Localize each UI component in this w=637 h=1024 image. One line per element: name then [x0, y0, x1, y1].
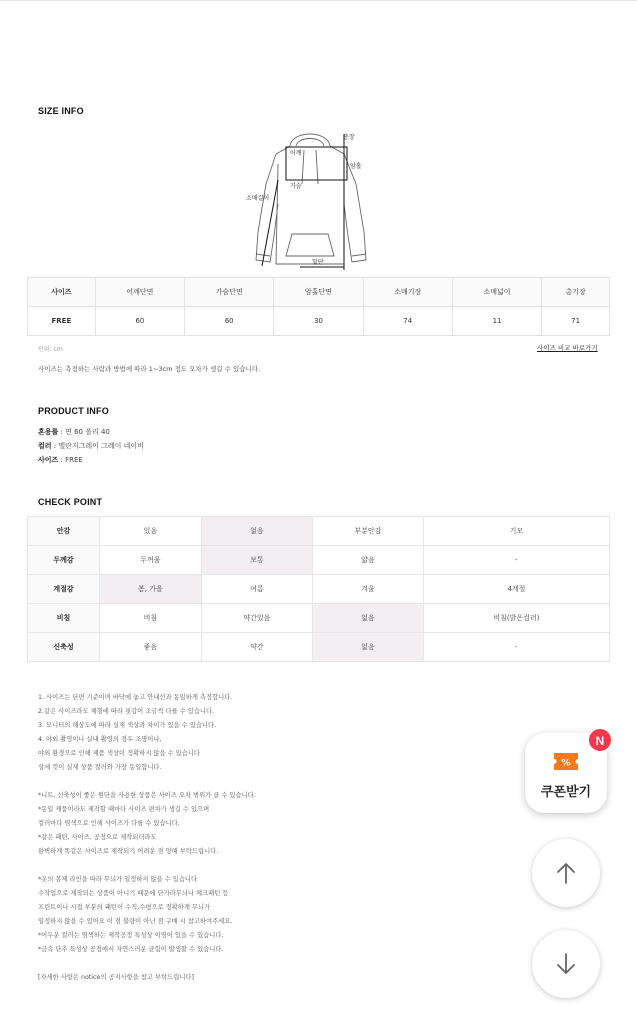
note-line: 야외 환경으로 인해 제품 색상이 정확하지 않을 수 있습니다: [38, 750, 200, 757]
size-cell: 74: [363, 307, 452, 336]
note-line: 일정하지 않을 수 있어요 이 점 불량이 아닌 점 구매 시 참고하여주세요.: [38, 918, 233, 925]
svg-text:%: %: [561, 758, 571, 769]
note-line: 컬러마다 염색으로 인해 사이즈가 다를 수 있습니다.: [38, 820, 180, 827]
size-header-cell: 소매넓이: [452, 278, 541, 307]
size-header-cell: 소매기장: [363, 278, 452, 307]
note-line: 상세 컷이 실제 상품 컬러와 가장 동일합니다.: [38, 764, 162, 771]
check-row-label: 비침: [28, 604, 100, 633]
new-badge: N: [588, 728, 612, 752]
check-cell: 부분안감: [312, 517, 423, 546]
check-cell-selected: 봄, 가을: [100, 575, 202, 604]
diagram-label-chest: 가슴: [290, 183, 302, 190]
notes-group-2: [38, 789, 256, 859]
size-cell: 60: [185, 307, 274, 336]
scroll-down-button[interactable]: [532, 930, 600, 998]
diagram-label-hem: 밑단: [312, 259, 324, 266]
note-line: 1. 사이즈는 단면 기준이며 바닥에 놓고 안내선과 동일하게 측정합니다.: [38, 694, 233, 701]
note-line: 수작업으로 제작되는 상품이 아니기 때문에 단가라무늬나 체크패턴 등: [38, 890, 229, 897]
notes-footer: [자세한 사항은 notice의 공지사항을 참고 부탁드립니다]: [38, 974, 194, 981]
note-line: *니트, 신축성이 좋은 원단을 사용한 상품은 사이즈 오차 범위가 클 수 있습니다.: [38, 792, 256, 799]
check-row-label: 계절감: [28, 575, 100, 604]
note-line: 프린트이나 시접 부분의 패턴이 수직,수평으로 정확하게 무늬가: [38, 904, 211, 911]
product-info-key: 혼용률: [38, 428, 59, 436]
size-header-cell: 가슴단면: [185, 278, 274, 307]
coupon-label: 쿠폰받기: [540, 785, 592, 800]
size-header-cell: 총기장: [542, 278, 610, 307]
check-cell-selected: 없음: [312, 633, 423, 662]
product-info-line: [38, 455, 83, 465]
notes-group-1: [38, 691, 232, 775]
check-row: [28, 633, 610, 662]
note-line: 3. 모니터의 해상도에 따라 실제 색상과 차이가 있을 수 있습니다.: [38, 722, 217, 729]
note-line: *옷의 봉제 라인을 따라 무늬가 일정하지 않을 수 있습니다: [38, 876, 198, 883]
size-compare-link[interactable]: 사이즈 비교 바로가기: [537, 344, 598, 352]
size-cell: 71: [542, 307, 610, 336]
unit-label: 단위: cm: [38, 346, 63, 353]
size-table: [27, 277, 610, 336]
product-info-title: PRODUCT INFO: [38, 406, 109, 416]
check-cell: 비침(밝은컬러): [423, 604, 609, 633]
size-cell: 60: [95, 307, 184, 336]
note-line: 4. 야외 촬영이나 실내 촬영의 경우 조명이나,: [38, 736, 162, 743]
note-line: 완벽하게 똑같은 사이즈로 제작되기 어려운 점 양해 부탁드립니다.: [38, 848, 219, 855]
size-header-cell: 어깨단면: [95, 278, 184, 307]
product-info-value: : 면 60 폴리 40: [58, 428, 110, 436]
diagram-label-shoulder: 어깨: [290, 150, 302, 157]
check-row-label: 신축성: [28, 633, 100, 662]
check-cell: 4계절: [423, 575, 609, 604]
size-cell: FREE: [28, 307, 96, 336]
note-line: *같은 패턴, 사이즈, 공정으로 제작되더라도: [38, 834, 157, 841]
check-cell-selected: 없음: [312, 604, 423, 633]
check-cell: 겨울: [312, 575, 423, 604]
size-table-header-row: [28, 278, 610, 307]
arrow-up-icon: [554, 861, 578, 885]
check-cell: 여름: [201, 575, 312, 604]
diagram-label-sleeve: 소매길이: [246, 195, 270, 202]
check-row-label: 두께감: [28, 546, 100, 575]
note-line: *어두운 컬러는 염색하는 제작공정 특성상 이염이 있을 수 있습니다.: [38, 932, 224, 939]
scroll-up-button[interactable]: [532, 839, 600, 907]
check-row-label: 안감: [28, 517, 100, 546]
diagram-label-armhole: 암홀: [350, 163, 362, 170]
check-row: [28, 604, 610, 633]
notes-group-3: [38, 873, 232, 957]
note-line: *금속 단추 특성상 공정에서 자연스러운 균힘이 발생할 수 있습니다.: [38, 946, 224, 953]
check-cell: 얇음: [312, 546, 423, 575]
product-info-value: : FREE: [58, 456, 83, 464]
note-line: 2.같은 사이즈라도 체형에 따라 핏감이 조금씩 다를 수 있습니다.: [38, 708, 215, 715]
check-cell: 기모: [423, 517, 609, 546]
size-header-cell: 사이즈: [28, 278, 96, 307]
size-table-row: [28, 307, 610, 336]
check-cell-selected: 보통: [201, 546, 312, 575]
check-cell: 약간있음: [201, 604, 312, 633]
check-row: [28, 546, 610, 575]
size-cell: 11: [452, 307, 541, 336]
note-line: *동일 제품이라도 제작할 때마다 사이즈 편차가 생길 수 있으며: [38, 806, 210, 813]
diagram-label-total-length: 총장: [343, 134, 355, 141]
check-point-title: CHECK POINT: [38, 497, 103, 507]
check-cell: -: [423, 546, 609, 575]
check-cell: 있음: [100, 517, 202, 546]
hoodie-size-diagram: [240, 124, 380, 274]
product-info-key: 컬러: [38, 442, 52, 450]
check-row: [28, 517, 610, 546]
check-point-table: [27, 516, 610, 662]
check-cell: 두꺼움: [100, 546, 202, 575]
check-cell: 좋음: [100, 633, 202, 662]
product-info-value: : 멜란지그레이 그레이 네이비: [51, 442, 144, 450]
check-row: [28, 575, 610, 604]
product-info-line: [38, 441, 144, 451]
check-cell: -: [423, 633, 609, 662]
size-info-title: SIZE INFO: [38, 106, 84, 116]
product-info-key: 사이즈: [38, 456, 59, 464]
size-note: 사이즈는 측정하는 사람과 방법에 따라 1~3cm 정도 오차가 생길 수 있습니다.: [38, 365, 261, 373]
top-divider: [0, 0, 637, 2]
ticket-icon: [553, 752, 579, 771]
product-info-line: [38, 427, 110, 437]
check-cell: 비침: [100, 604, 202, 633]
size-header-cell: 암홀단면: [274, 278, 363, 307]
check-cell: 약간: [201, 633, 312, 662]
check-cell-selected: 없음: [201, 517, 312, 546]
arrow-down-icon: [554, 952, 578, 976]
size-cell: 30: [274, 307, 363, 336]
